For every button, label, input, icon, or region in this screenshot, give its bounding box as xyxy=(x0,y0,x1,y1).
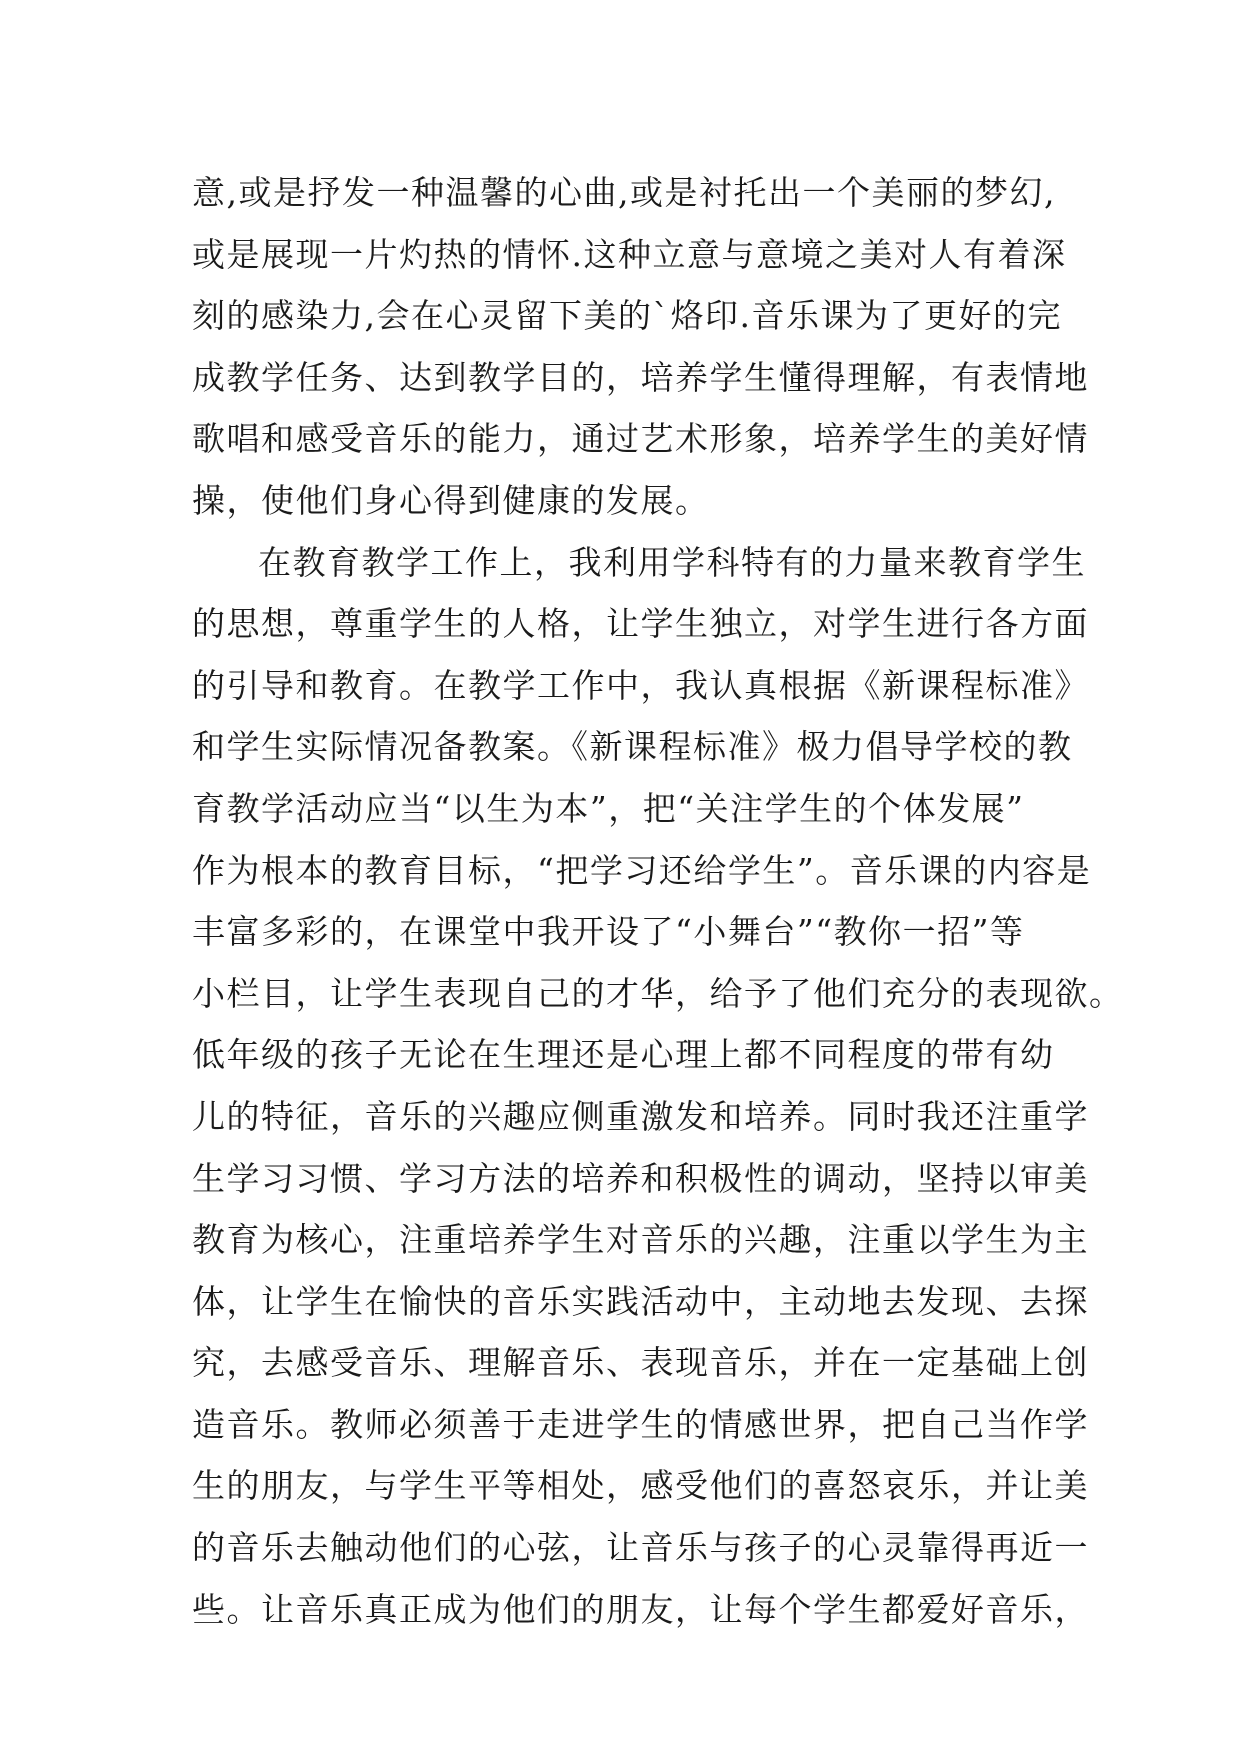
text-line: 的引导和教育。在教学工作中，我认真根据《新课程标准》 xyxy=(192,665,1089,705)
text-line: 成教学任务、达到教学目的，培养学生懂得理解，有表情地 xyxy=(192,357,1089,397)
text-line: 体，让学生在愉快的音乐实践活动中，主动地去发现、去探 xyxy=(192,1281,1089,1321)
text-line: 或是展现一片灼热的情怀.这种立意与意境之美对人有着深 xyxy=(192,234,1067,274)
text-line: 些。让音乐真正成为他们的朋友，让每个学生都爱好音乐， xyxy=(192,1589,1089,1629)
text-line: 生的朋友，与学生平等相处，感受他们的喜怒哀乐，并让美 xyxy=(192,1466,1089,1506)
text-line: 育教学活动应当“以生为本”，把“关注学生的个体发展” xyxy=(192,788,1025,828)
text-line: 意,或是抒发一种温馨的心曲,或是衬托出一个美丽的梦幻, xyxy=(192,173,1056,212)
text-line: 低年级的孩子无论在生理还是心理上都不同程度的带有幼 xyxy=(192,1035,1055,1075)
document-body xyxy=(192,162,1124,1640)
text-line: 歌唱和感受音乐的能力，通过艺术形象，培养学生的美好情 xyxy=(192,419,1089,459)
text-line: 造音乐。教师必须善于走进学生的情感世界，把自己当作学 xyxy=(192,1404,1089,1444)
text-line: 丰富多彩的，在课堂中我开设了“小舞台”“教你一招”等 xyxy=(192,912,1025,952)
text-line: 操，使他们身心得到健康的发展。 xyxy=(192,480,710,520)
text-line: 教育为核心，注重培养学生对音乐的兴趣，注重以学生为主 xyxy=(192,1220,1089,1260)
text-line: 作为根本的教育目标，“把学习还给学生”。音乐课的内容是 xyxy=(192,850,1092,890)
text-line: 的思想，尊重学生的人格，让学生独立，对学生进行各方面 xyxy=(192,604,1089,644)
text-line: 刻的感染力,会在心灵留下美的`烙印.音乐课为了更好的完 xyxy=(192,296,1062,336)
text-line: 儿的特征，音乐的兴趣应侧重激发和培养。同时我还注重学 xyxy=(192,1096,1089,1136)
text-line: 的音乐去触动他们的心弦，让音乐与孩子的心灵靠得再近一 xyxy=(192,1528,1089,1568)
paragraph-first-line: 在教育教学工作上，我利用学科特有的力量来教育学生 xyxy=(258,542,1086,582)
text-line: 和学生实际情况备教案。《新课程标准》极力倡导学校的教 xyxy=(192,727,1073,767)
text-line: 究，去感受音乐、理解音乐、表现音乐，并在一定基础上创 xyxy=(192,1343,1089,1383)
text-line: 生学习习惯、学习方法的培养和积极性的调动，坚持以审美 xyxy=(192,1158,1089,1198)
text-line: 小栏目，让学生表现自己的才华，给予了他们充分的表现欲。 xyxy=(192,973,1124,1013)
